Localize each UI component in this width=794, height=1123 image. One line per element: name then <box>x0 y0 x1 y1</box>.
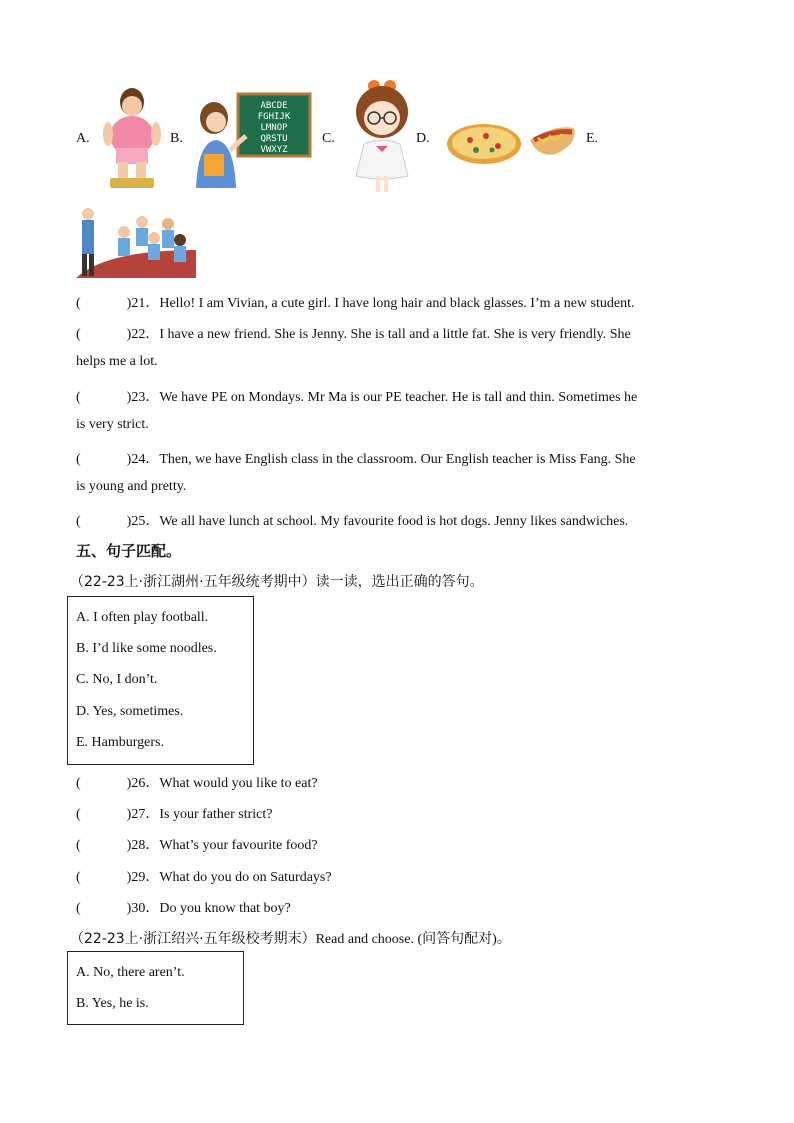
chalkboard-line-3: LMNOP <box>260 123 288 133</box>
question-27: ( )27．Is your father strict? <box>76 807 273 822</box>
question-text: Then, we have English class in the classroom. Our English teacher is Miss Fang. She <box>159 452 636 467</box>
chubby-woman-illustration <box>100 84 164 192</box>
question-23-continued: is very strict. <box>76 417 149 432</box>
picture-label-a: A. <box>76 131 90 146</box>
answer-options-box-1 <box>67 596 254 765</box>
question-23: ( )23．We have PE on Mondays. Mr Ma is our PE teacher. He is tall and thin. Sometimes he <box>76 390 638 405</box>
question-text: What do you do on Saturdays? <box>159 870 332 885</box>
chalkboard-line-4: QRSTU <box>260 134 288 144</box>
picture-label-c: C. <box>322 131 335 146</box>
source-line-1: （22-23上·浙江湖州·五年级统考期中）读一读，选出正确的答句。 <box>70 574 484 590</box>
option-b: B. I’d like some noodles. <box>76 641 217 656</box>
question-text: What’s your favourite food? <box>159 838 318 853</box>
question-24-continued: is young and pretty. <box>76 479 187 494</box>
question-28: ( )28．What’s your favourite food? <box>76 838 318 853</box>
section-5-heading: 五、句子匹配。 <box>76 542 182 560</box>
question-21: ( )21．Hello! I am Vivian, a cute girl. I have long hair and black glasses. I’m a new student. <box>76 296 635 311</box>
question-26: ( )26．What would you like to eat? <box>76 776 318 791</box>
question-text: What would you like to eat? <box>159 776 318 791</box>
option-c: C. No, I don’t. <box>76 672 158 687</box>
question-text: I have a new friend. She is Jenny. She is tall and a little fat. She is very friendly. She <box>159 327 631 342</box>
question-25: ( )25．We all have lunch at school. My favourite food is hot dogs. Jenny likes sandwiches. <box>76 514 629 529</box>
question-22: ( )22．I have a new friend. She is Jenny. She is tall and a little fat. She is very friendly. She <box>76 327 631 342</box>
question-30: ( )30．Do you know that boy? <box>76 901 291 916</box>
option-d: D. Yes, sometimes. <box>76 704 184 719</box>
blank-close: ) <box>126 296 132 311</box>
picture-label-e: E. <box>586 131 599 146</box>
question-22-continued: helps me a lot. <box>76 354 158 369</box>
question-text: Is your father strict? <box>159 807 273 822</box>
option-b: B. Yes, he is. <box>76 996 149 1011</box>
picture-label-d: D. <box>416 131 430 146</box>
source-line-2: （22-23上·浙江绍兴·五年级校考期末）Read and choose. (问答句配对)。 <box>70 931 511 947</box>
pizza-hotdog-illustration <box>446 120 580 168</box>
answer-options-box-2 <box>67 951 244 1025</box>
picture-label-b: B. <box>170 131 183 146</box>
question-text: Hello! I am Vivian, a cute girl. I have long hair and black glasses. I’m a new student. <box>159 296 635 311</box>
question-24: ( )24．Then, we have English class in the classroom. Our English teacher is Miss Fang. She <box>76 452 636 467</box>
chalkboard-line-2: FGHIJK <box>257 112 291 122</box>
blank-open: ( <box>76 296 81 311</box>
question-text: We all have lunch at school. My favourite food is hot dogs. Jenny likes sandwiches. <box>159 514 629 529</box>
cute-girl-glasses-illustration <box>352 76 412 196</box>
teacher-chalkboard-illustration <box>192 92 314 188</box>
option-a: A. No, there aren’t. <box>76 965 185 980</box>
pe-class-illustration <box>76 206 196 278</box>
chalkboard-line-5: VWXYZ <box>260 145 288 155</box>
option-a: A. I often play football. <box>76 610 209 625</box>
chalkboard-line-1: ABCDE <box>260 101 288 111</box>
question-29: ( )29．What do you do on Saturdays? <box>76 870 332 885</box>
question-text: Do you know that boy? <box>159 901 291 916</box>
question-text: We have PE on Mondays. Mr Ma is our PE teacher. He is tall and thin. Sometimes he <box>159 390 638 405</box>
option-e: E. Hamburgers. <box>76 735 164 750</box>
